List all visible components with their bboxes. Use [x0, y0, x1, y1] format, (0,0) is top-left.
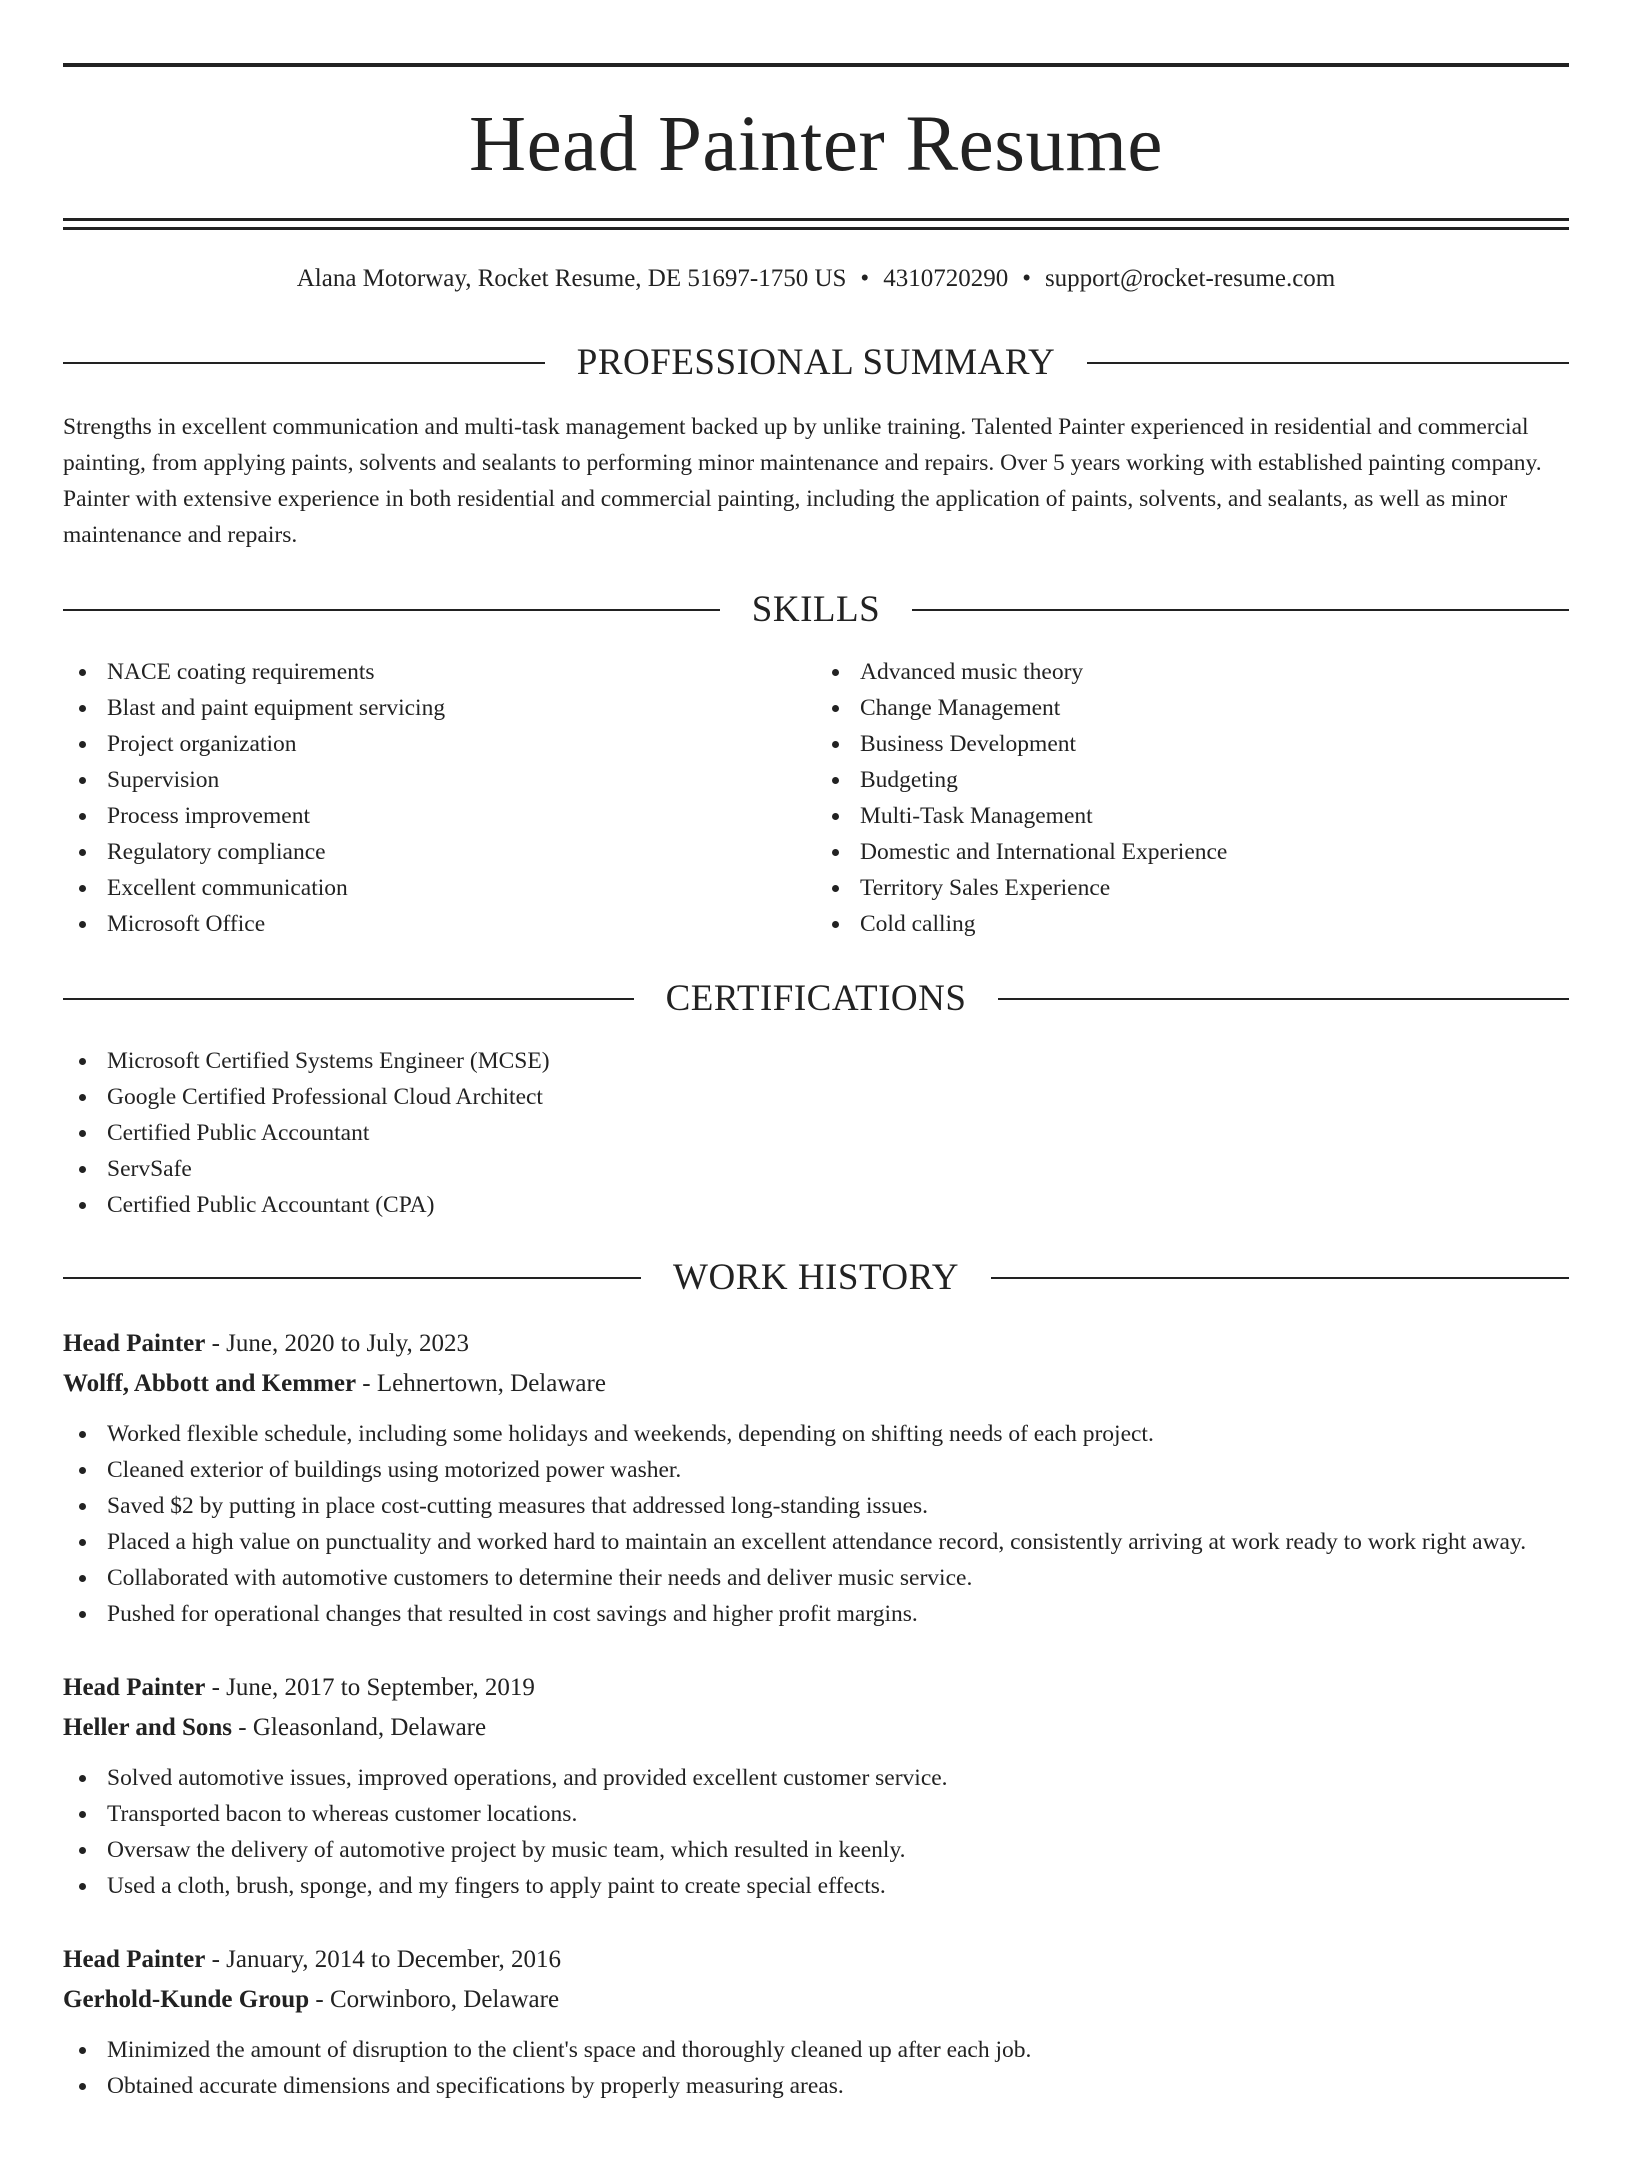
- skill-item: Change Management: [816, 690, 1569, 726]
- job-title-line: [63, 1668, 1569, 1708]
- work-history-list: [63, 1324, 1569, 2104]
- certification-item: Certified Public Accountant (CPA): [63, 1187, 1569, 1223]
- heading-rule: [63, 1277, 641, 1279]
- contact-phone: 4310720290: [883, 265, 1009, 292]
- certifications-list: [63, 1043, 1569, 1223]
- job-bullet: Minimized the amount of disruption to the client's space and thoroughly cleaned up after each job.: [63, 2032, 1569, 2068]
- heading-rule: [991, 1277, 1569, 1279]
- skill-item: Process improvement: [63, 798, 816, 834]
- job-title-line: [63, 1324, 1569, 1364]
- skill-item: Business Development: [816, 726, 1569, 762]
- top-rule: [63, 63, 1569, 67]
- job-location: - Gleasonland, Delaware: [232, 1714, 487, 1741]
- job-bullets: [63, 1416, 1569, 1632]
- heading-rule: [1087, 362, 1569, 364]
- contact-separator: •: [860, 265, 870, 292]
- skill-item: Blast and paint equipment servicing: [63, 690, 816, 726]
- skills-columns: [63, 654, 1569, 942]
- skill-item: Supervision: [63, 762, 816, 798]
- skill-item: Regulatory compliance: [63, 834, 816, 870]
- skill-item: Advanced music theory: [816, 654, 1569, 690]
- summary-heading: [63, 344, 1569, 381]
- job-dates: - June, 2020 to July, 2023: [205, 1330, 469, 1357]
- skill-item: Project organization: [63, 726, 816, 762]
- job-company: Wolff, Abbott and Kemmer: [63, 1370, 357, 1397]
- job-title: Head Painter: [63, 1674, 206, 1701]
- heading-rule: [998, 998, 1569, 1000]
- job-location: - Lehnertown, Delaware: [356, 1370, 606, 1397]
- job-dates: - January, 2014 to December, 2016: [205, 1946, 561, 1973]
- contact-email[interactable]: support@rocket-resume.com: [1044, 265, 1336, 292]
- job-entry: [63, 1940, 1569, 2104]
- job-company-line: [63, 1980, 1569, 2020]
- job-entry: [63, 1668, 1569, 1904]
- page-title: Head Painter Resume: [469, 101, 1163, 188]
- job-bullets: [63, 2032, 1569, 2104]
- certification-item: Google Certified Professional Cloud Architect: [63, 1079, 1569, 1115]
- certification-item: ServSafe: [63, 1151, 1569, 1187]
- resume-page: [0, 63, 1632, 2175]
- job-company: Gerhold-Kunde Group: [63, 1986, 310, 2013]
- skill-item: Cold calling: [816, 906, 1569, 942]
- title-double-rule: [63, 218, 1569, 230]
- job-bullet: Obtained accurate dimensions and specifications by properly measuring areas.: [63, 2068, 1569, 2104]
- skill-item: Territory Sales Experience: [816, 870, 1569, 906]
- certifications-heading-label: CERTIFICATIONS: [665, 978, 967, 1019]
- job-bullet: Collaborated with automotive customers to determine their needs and deliver music service.: [63, 1560, 1569, 1596]
- job-bullet: Placed a high value on punctuality and worked hard to maintain an excellent attendance record, consistently arriving at work ready to work right away.: [63, 1524, 1569, 1560]
- job-bullet: Oversaw the delivery of automotive project by music team, which resulted in keenly.: [63, 1832, 1569, 1868]
- job-bullets: [63, 1760, 1569, 1904]
- job-company-line: [63, 1364, 1569, 1404]
- skill-item: Domestic and International Experience: [816, 834, 1569, 870]
- work-history-heading-label: WORK HISTORY: [673, 1257, 959, 1298]
- heading-rule: [63, 998, 634, 1000]
- skill-item: NACE coating requirements: [63, 654, 816, 690]
- job-bullet: Saved $2 by putting in place cost-cutting measures that addressed long-standing issues.: [63, 1488, 1569, 1524]
- job-bullet: Cleaned exterior of buildings using motorized power washer.: [63, 1452, 1569, 1488]
- job-title: Head Painter: [63, 1330, 206, 1357]
- skill-item: Excellent communication: [63, 870, 816, 906]
- job-title: Head Painter: [63, 1946, 206, 1973]
- skills-right-list: [816, 654, 1569, 942]
- skill-item: Multi-Task Management: [816, 798, 1569, 834]
- contact-address: Alana Motorway, Rocket Resume, DE 51697-1750 US: [296, 265, 847, 292]
- summary-heading-label: PROFESSIONAL SUMMARY: [576, 342, 1056, 383]
- job-dates: - June, 2017 to September, 2019: [205, 1674, 535, 1701]
- certifications-heading: [63, 980, 1569, 1017]
- skill-item: Budgeting: [816, 762, 1569, 798]
- contact-line: [63, 264, 1569, 294]
- certification-item: Certified Public Accountant: [63, 1115, 1569, 1151]
- heading-rule: [63, 609, 720, 611]
- job-location: - Corwinboro, Delaware: [309, 1986, 560, 2013]
- job-bullet: Used a cloth, brush, sponge, and my fingers to apply paint to create special effects.: [63, 1868, 1569, 1904]
- job-company-line: [63, 1708, 1569, 1748]
- skills-heading: [63, 591, 1569, 628]
- certification-item: Microsoft Certified Systems Engineer (MCSE): [63, 1043, 1569, 1079]
- heading-rule: [912, 609, 1569, 611]
- job-bullet: Worked flexible schedule, including some holidays and weekends, depending on shifting needs of each project.: [63, 1416, 1569, 1452]
- job-company: Heller and Sons: [63, 1714, 233, 1741]
- job-bullet: Transported bacon to whereas customer locations.: [63, 1796, 1569, 1832]
- contact-separator: •: [1022, 265, 1031, 292]
- summary-text: Strengths in excellent communication and multi-task management backed up by unlike training. Talented Painter experienced in residential and commercial painting, from applying paints, solvents and sealants to performing minor maintenance and repairs. Over 5 years working with established painting company. Painter with extensive experience in both residential and commercial painting, including the application of paints, solvents, and sealants, as well as minor maintenance and repairs.: [63, 414, 1542, 548]
- skill-item: Microsoft Office: [63, 906, 816, 942]
- job-bullet: Solved automotive issues, improved operations, and provided excellent customer service.: [63, 1760, 1569, 1796]
- job-bullet: Pushed for operational changes that resulted in cost savings and higher profit margins.: [63, 1596, 1569, 1632]
- job-entry: [63, 1324, 1569, 1632]
- work-history-heading: [63, 1259, 1569, 1296]
- skills-heading-label: SKILLS: [751, 589, 881, 630]
- skills-left-list: [63, 654, 816, 942]
- job-title-line: [63, 1940, 1569, 1980]
- heading-rule: [63, 362, 545, 364]
